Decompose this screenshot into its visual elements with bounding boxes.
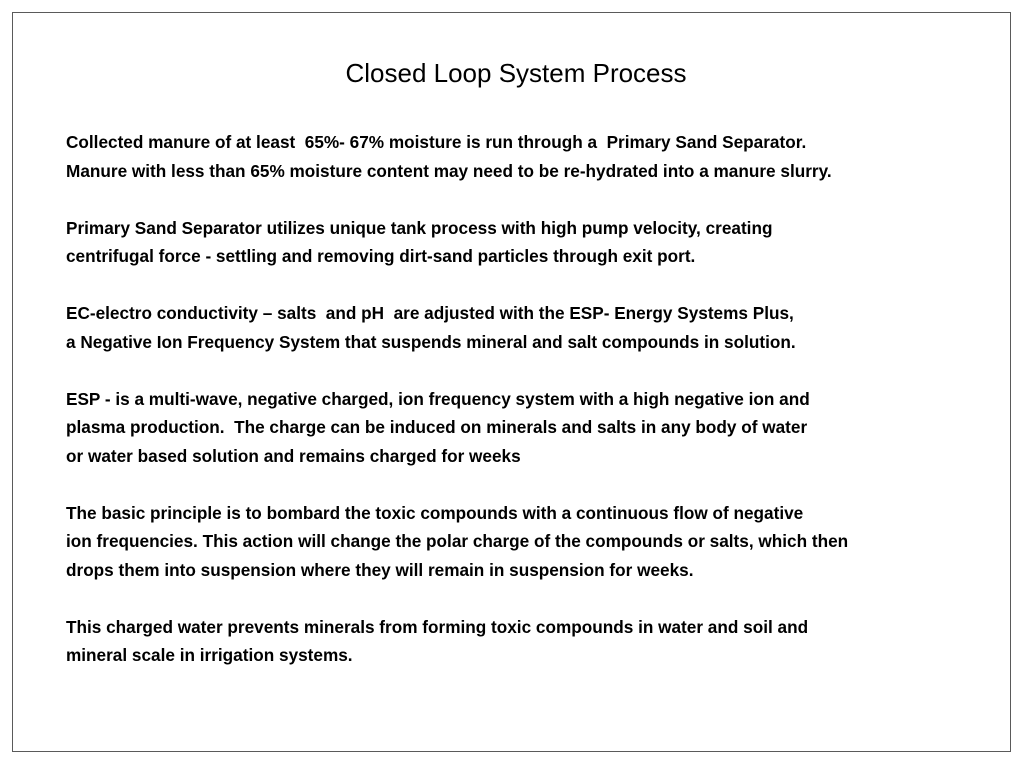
text-line: a Negative Ion Frequency System that suspends mineral and salt compounds in solution. [66,331,796,352]
text-line: Manure with less than 65% moisture content may need to be re-hydrated into a manure slurry. [66,160,832,181]
text-line: centrifugal force - settling and removing dirt-sand particles through exit port. [66,246,696,266]
paragraph-ec-ph-adjustment [66,299,996,356]
text-line: The basic principle is to bombard the toxic compounds with a continuous flow of negative [66,502,804,523]
text-line: drops them into suspension where they will remain in suspension for weeks. [66,559,694,580]
slide-body [66,128,996,698]
text-line: This charged water prevents minerals from forming toxic compounds in water and soil and [66,616,809,637]
text-line: plasma production. The charge can be induced on minerals and salts in any body of water [66,417,808,437]
text-line: or water based solution and remains charged for weeks [66,445,521,466]
slide-frame [12,12,1011,752]
paragraph-primary-sand-separator [66,214,996,271]
paragraph-esp-description [66,385,996,471]
text-line: EC-electro conductivity – salts and pH are adjusted with the ESP- Energy Systems Plus, [66,303,794,323]
slide-title: Closed Loop System Process [345,58,687,88]
text-line: ESP - is a multi-wave, negative charged, ion frequency system with a high negative ion and [66,388,810,409]
text-line: ion frequencies. This action will change the polar charge of the compounds or salts, which then [66,531,849,551]
paragraph-charged-water [66,613,996,670]
text-line: Primary Sand Separator utilizes unique tank process with high pump velocity, creating [66,217,773,238]
text-line: mineral scale in irrigation systems. [66,645,353,665]
paragraph-sand-separator-intake [66,128,996,185]
paragraph-basic-principle [66,499,996,585]
text-line: Collected manure of at least 65%- 67% moisture is run through a Primary Sand Separator. [66,132,807,152]
